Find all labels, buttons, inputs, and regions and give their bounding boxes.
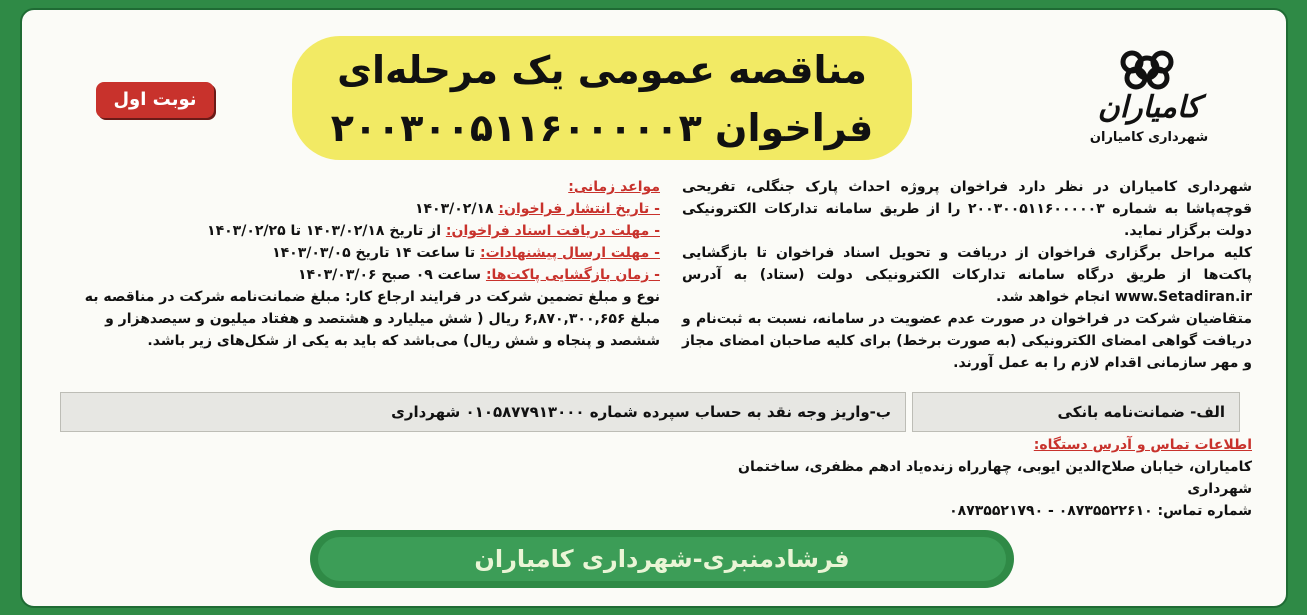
contact-phones: شماره تماس: ۰۸۷۳۵۵۲۲۶۱۰ - ۰۸۷۳۵۵۲۱۷۹۰ bbox=[949, 503, 1252, 519]
tender-number: فراخوان ۲۰۰۳۰۰۵۱۱۶۰۰۰۰۰۳ bbox=[330, 106, 874, 150]
logo-subtitle: شهرداری کامیاران bbox=[1089, 130, 1209, 145]
schedule-submit bbox=[60, 242, 660, 264]
option-cash-deposit: ب-واریز وجه نقد به حساب سپرده شماره ۰۱۰۵۸۷۷۹۱۳۰۰۰ شهرداری bbox=[60, 392, 906, 432]
docs-label: - مهلت دریافت اسناد فراخوان: bbox=[445, 223, 660, 239]
option-bank-guarantee: الف- ضمانت‌نامه بانکی bbox=[912, 392, 1240, 432]
tender-title: مناقصه عمومی یک مرحله‌ای bbox=[337, 48, 867, 92]
round-badge: نوبت اول bbox=[96, 82, 214, 118]
contact-address: کامیاران، خیابان صلاح‌الدین ایوبی، چهارراه زنده‌یاد ادهم مظفری، ساختمان شهرداری bbox=[738, 459, 1252, 497]
logo-wordmark: کامیاران bbox=[1097, 90, 1201, 125]
open-label: - زمان بازگشایی پاکت‌ها: bbox=[485, 267, 660, 283]
schedule-heading: مواعد زمانی: bbox=[568, 179, 660, 195]
schedule-open bbox=[60, 264, 660, 286]
main-text bbox=[682, 176, 1252, 374]
contact-section bbox=[682, 434, 1252, 522]
paragraph-process: کلیه مراحل برگزاری فراخوان از دریافت و تحویل اسناد فراخوان تا بازگشایی پاکت‌ها از طریق درگاه سامانه تدارکات الکترونیکی دولت (ستاد) به آدرس www.Setadiran.ir انجام خواهد شد. bbox=[682, 245, 1252, 305]
contact-heading: اطلاعات تماس و آدرس دستگاه: bbox=[1033, 437, 1252, 453]
publish-label: - تاریخ انتشار فراخوان: bbox=[498, 201, 660, 217]
publish-value: ۱۴۰۳/۰۲/۱۸ bbox=[414, 201, 494, 217]
submit-value: تا ساعت ۱۴ تاریخ ۱۴۰۳/۰۳/۰۵ bbox=[272, 245, 476, 261]
footer-text: فرشادمنبری-شهرداری کامیاران bbox=[318, 537, 1006, 581]
guarantee-text: نوع و مبلغ تضمین شرکت در فرایند ارجاع کار: مبلغ ضمانت‌نامه شرکت در مناقصه به مبلغ ۶,۸۷۰,۳۰۰,۶۵۶ ریال ( شش میلیارد و هشتصد و هفتاد میلیون و سیصدهزار و ششصد و پنجاه و شش ریال) می‌باشد که باید به یکی از شکل‌های زیر باشد. bbox=[84, 289, 660, 349]
docs-value: از تاریخ ۱۴۰۳/۰۲/۱۸ تا ۱۴۰۳/۰۲/۲۵ bbox=[207, 223, 442, 239]
schedule-publish bbox=[60, 198, 660, 220]
submit-label: - مهلت ارسال پیشنهادات: bbox=[480, 245, 660, 261]
schedule-section bbox=[60, 176, 660, 352]
paragraph-intro: شهرداری کامیاران در نظر دارد فراخوان پروژه احداث پارک جنگلی، تفریحی قوچه‌پاشا به شماره ۲۰۰۳۰۰۵۱۱۶۰۰۰۰۰۳ را از طریق سامانه تدارکات الکترونیکی دولت برگزار نماید. bbox=[682, 179, 1253, 239]
schedule-docs bbox=[60, 220, 660, 242]
open-value: ساعت ۰۹ صبح ۱۴۰۳/۰۳/۰۶ bbox=[298, 267, 482, 283]
paragraph-registration: متقاضیان شرکت در فراخوان در صورت عدم عضویت در سامانه، نسبت به ثبت‌نام و دریافت گواهی امضای الکترونیکی (به صورت برخط) برای کلیه صاحبان امضای مجاز و مهر سازمانی اقدام لازم را به عمل آورند. bbox=[682, 311, 1252, 371]
